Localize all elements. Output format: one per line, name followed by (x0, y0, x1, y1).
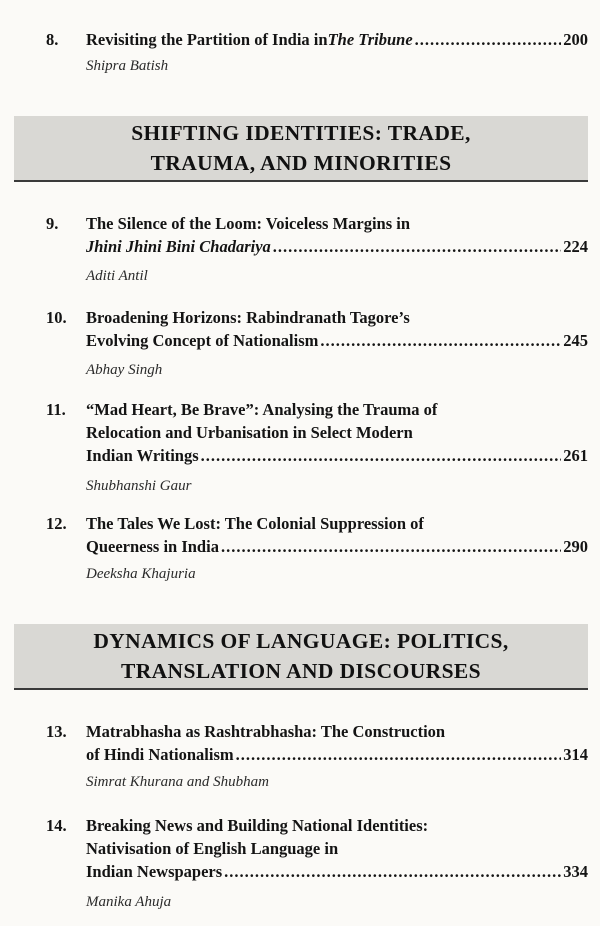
entry-author: Simrat Khurana and Shubham (86, 774, 269, 790)
section-title-line: TRAUMA, AND MINORITIES (150, 151, 452, 175)
title-line: The Tales We Lost: The Colonial Suppression of (86, 514, 424, 533)
entry-number: 8. (46, 30, 59, 49)
entry-author: Deeksha Khajuria (86, 566, 196, 582)
leader-dots (236, 743, 562, 766)
title-line-italic: The Tribune (327, 30, 413, 49)
page-number: 290 (563, 537, 588, 556)
entry-number: 11. (46, 400, 66, 419)
title-line: Queerness in India (86, 537, 219, 556)
title-line: Revisiting the Partition of India in (86, 30, 328, 49)
leader-dots (273, 235, 561, 258)
entry-number: 12. (46, 514, 67, 533)
entry-number: 13. (46, 722, 67, 741)
title-line: Relocation and Urbanisation in Select Modern (86, 423, 413, 442)
entry-author: Aditi Antil (86, 268, 148, 284)
title-line: Indian Newspapers (86, 862, 223, 881)
leader-dots (221, 535, 561, 558)
page-number: 261 (563, 446, 588, 465)
title-line: Indian Writings (86, 446, 199, 465)
page-number: 314 (563, 745, 588, 764)
leader-dots (224, 860, 561, 883)
section-header-shifting-identities (14, 116, 588, 182)
section-header-dynamics-of-language (14, 624, 588, 690)
page-number: 200 (563, 30, 588, 49)
entry-title (86, 720, 588, 766)
entry-title (86, 212, 588, 258)
entry-title (86, 306, 588, 352)
page-number: 334 (563, 862, 588, 881)
title-line: Evolving Concept of Nationalism (86, 331, 319, 350)
leader-dots (415, 28, 562, 51)
entry-number: 10. (46, 308, 67, 327)
title-line: Breaking News and Building National Identities: (86, 816, 429, 835)
entry-author: Shubhanshi Gaur (86, 478, 192, 494)
page-number: 224 (563, 237, 588, 256)
section-title-line: SHIFTING IDENTITIES: TRADE, (131, 121, 471, 145)
page-number: 245 (563, 331, 588, 350)
title-line: Broadening Horizons: Rabindranath Tagore’s (86, 308, 410, 327)
leader-dots (320, 329, 561, 352)
title-line-italic: Jhini Jhini Bini Chadariya (86, 237, 271, 256)
leader-dots (201, 444, 562, 467)
title-line: Matrabhasha as Rashtrabhasha: The Construction (86, 722, 446, 741)
title-line: The Silence of the Loom: Voiceless Margins in (86, 214, 411, 233)
entry-author: Shipra Batish (86, 58, 169, 74)
title-line: of Hindi Nationalism (86, 745, 234, 764)
entry-author: Abhay Singh (86, 362, 163, 378)
entry-title (86, 512, 588, 558)
section-title-line: DYNAMICS OF LANGUAGE: POLITICS, (93, 629, 509, 653)
title-line: “Mad Heart, Be Brave”: Analysing the Trauma of (86, 400, 438, 419)
entry-number: 9. (46, 214, 59, 233)
entry-title (86, 814, 588, 883)
entry-number: 14. (46, 816, 67, 835)
entry-title (86, 398, 588, 467)
entry-author: Manika Ahuja (86, 894, 172, 910)
title-line: Nativisation of English Language in (86, 839, 339, 858)
entry-title (86, 28, 588, 51)
section-title-line: TRANSLATION AND DISCOURSES (120, 659, 482, 683)
